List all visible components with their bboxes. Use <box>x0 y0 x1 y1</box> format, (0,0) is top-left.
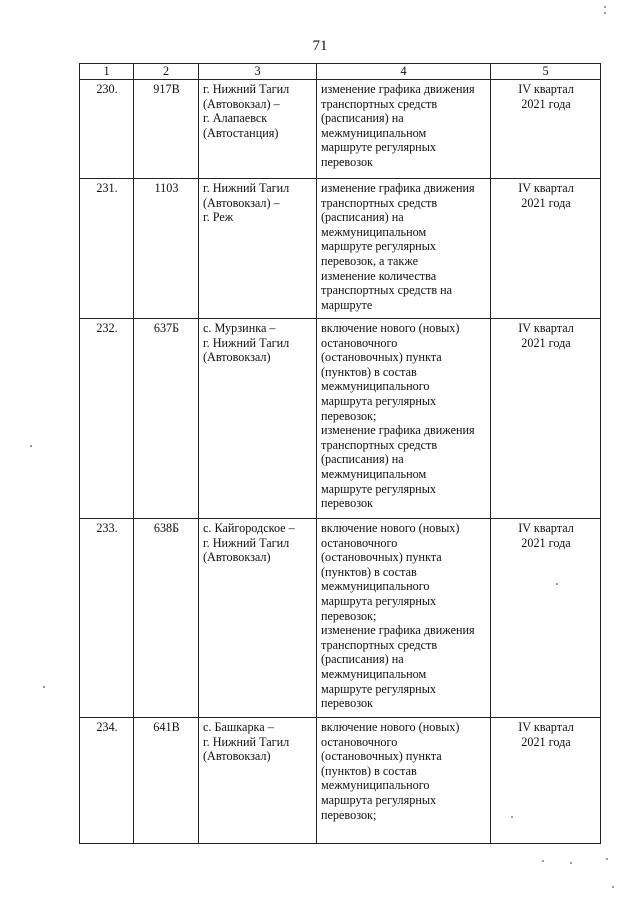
route-code: 637Б <box>134 319 199 519</box>
route-name: г. Нижний Тагил (Автовокзал) – г. Реж <box>203 181 290 225</box>
scan-speck <box>43 686 45 688</box>
header-cell-5: 5 <box>491 64 601 80</box>
route-name: с. Башкарка – г. Нижний Тагил (Автовокзал) <box>203 720 290 764</box>
table-row <box>80 519 601 718</box>
route-code: 917В <box>134 80 199 179</box>
row-number: 232. <box>80 319 134 519</box>
change-description: включение нового (новых) остановочного (остановочных) пункта (пунктов) в состав межмуниципального маршрута регулярных перевозок; изменение графика движения транспортных средств (расписания) на межмуниципальном маршруте регулярных перевозок <box>321 521 475 711</box>
scan-speck <box>606 858 608 860</box>
header-cell-2: 2 <box>134 64 199 80</box>
scan-speck <box>604 6 606 8</box>
change-description: включение нового (новых) остановочного (остановочных) пункта (пунктов) в состав межмуниципального маршрута регулярных перевозок; изменение графика движения транспортных средств (расписания) на межмуниципальном маршруте регулярных перевозок <box>321 321 475 511</box>
change-description: включение нового (новых) остановочного (остановочных) пункта (пунктов) в состав межмуниципального маршрута регулярных перевозок; <box>321 720 460 822</box>
table-row <box>80 80 601 179</box>
table-row <box>80 179 601 319</box>
implementation-period: IV квартал 2021 года <box>518 321 574 350</box>
implementation-period: IV квартал 2021 года <box>518 720 574 749</box>
header-cell-1: 1 <box>80 64 134 80</box>
header-cell-3: 3 <box>199 64 317 80</box>
implementation-period: IV квартал 2021 года <box>518 181 574 210</box>
route-name: с. Мурзинка – г. Нижний Тагил (Автовокзал) <box>203 321 290 365</box>
row-number: 231. <box>80 179 134 319</box>
routes-table <box>79 63 601 844</box>
scan-speck <box>30 445 32 447</box>
route-name: г. Нижний Тагил (Автовокзал) – г. Алапаевск (Автостанция) <box>203 82 290 140</box>
header-cell-4: 4 <box>317 64 491 80</box>
scan-speck <box>511 816 513 818</box>
route-code: 638Б <box>134 519 199 718</box>
route-code: 641В <box>134 718 199 844</box>
scan-speck <box>542 860 544 862</box>
row-number: 230. <box>80 80 134 179</box>
scan-speck <box>612 886 614 888</box>
table-row <box>80 718 601 844</box>
scan-speck <box>570 862 572 864</box>
scan-speck <box>604 12 606 14</box>
table-row <box>80 319 601 519</box>
row-number: 234. <box>80 718 134 844</box>
implementation-period: IV квартал 2021 года <box>518 521 574 550</box>
change-description: изменение графика движения транспортных средств (расписания) на межмуниципальном маршруте регулярных перевозок, а также изменение количества транспортных средств на маршруте <box>321 181 475 312</box>
route-name: с. Кайгородское – г. Нижний Тагил (Автовокзал) <box>203 521 295 565</box>
change-description: изменение графика движения транспортных средств (расписания) на межмуниципальном маршруте регулярных перевозок <box>321 82 475 169</box>
implementation-period: IV квартал 2021 года <box>518 82 574 111</box>
row-number: 233. <box>80 519 134 718</box>
route-code: 1103 <box>134 179 199 319</box>
table-header-row <box>80 64 601 80</box>
scan-speck <box>556 583 558 585</box>
page-number: 71 <box>312 38 328 54</box>
